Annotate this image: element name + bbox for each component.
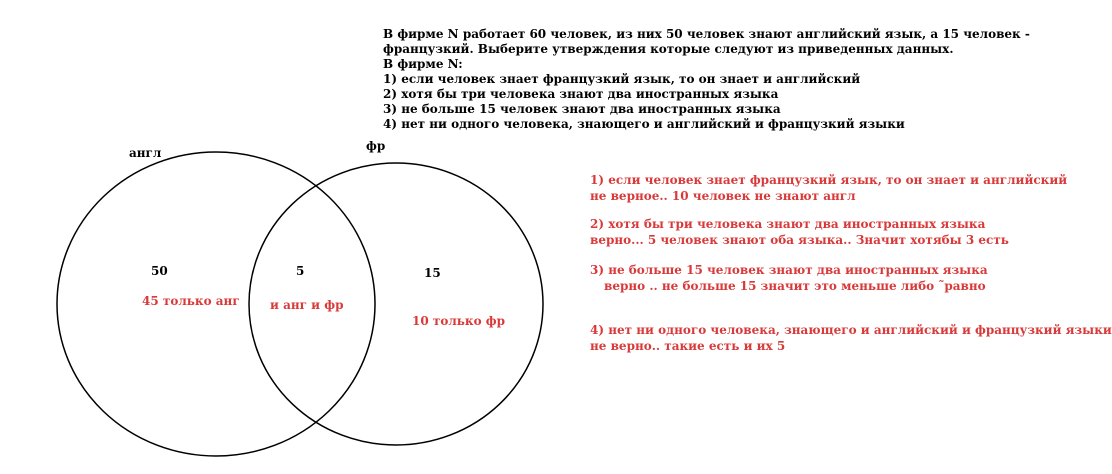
english-total-count: 50 [151, 264, 168, 278]
answer-statement: 1) если человек знает французкий язык, то он знает и английский [590, 173, 1068, 187]
both-annotation: и анг и фр [270, 298, 344, 312]
english-only-annotation: 45 только анг [142, 294, 240, 308]
answer-verdict: верно .. не больше 15 значит это меньше либо ˜равно [604, 279, 986, 293]
both-count: 5 [296, 264, 305, 278]
answer-statement: 3) не больше 15 человек знают два иностранных языка [590, 263, 988, 277]
answer-2 [590, 216, 1009, 248]
problem-line: 3) не больше 15 человек знают два иностранных языка [383, 102, 781, 116]
answer-statement: 4) нет ни одного человека, знающего и английский и французкий языки [590, 323, 1112, 337]
french-set-label: фр [366, 139, 386, 153]
problem-line: 1) если человек знает французкий язык, то он знает и английский [383, 72, 861, 86]
answer-4 [590, 322, 1112, 354]
problem-line: французкий. Выберите утверждения которые следуют из приведенных данных. [383, 42, 954, 56]
answer-verdict: не верное.. 10 человек не знают англ [590, 189, 856, 203]
problem-line: 2) хотя бы три человека знают два иностранных языка [383, 87, 779, 101]
english-set-label: англ [129, 146, 162, 160]
problem-line: В фирме N работает 60 человек, из них 50 человек знают английский язык, а 15 человек - [383, 27, 1030, 41]
french-only-annotation: 10 только фр [412, 314, 505, 328]
answer-verdict: верно... 5 человек знают оба языка.. Значит хотябы 3 есть [590, 233, 1009, 247]
answer-statement: 2) хотя бы три человека знают два иностранных языка [590, 217, 986, 231]
answer-1 [590, 172, 1067, 204]
french-total-count: 15 [424, 266, 441, 280]
problem-line: 4) нет ни одного человека, знающего и английский и французкий языки [383, 117, 905, 131]
answer-3 [590, 262, 988, 294]
problem-line: В фирме N: [383, 57, 463, 71]
answer-verdict: не верно.. такие есть и их 5 [590, 339, 786, 353]
